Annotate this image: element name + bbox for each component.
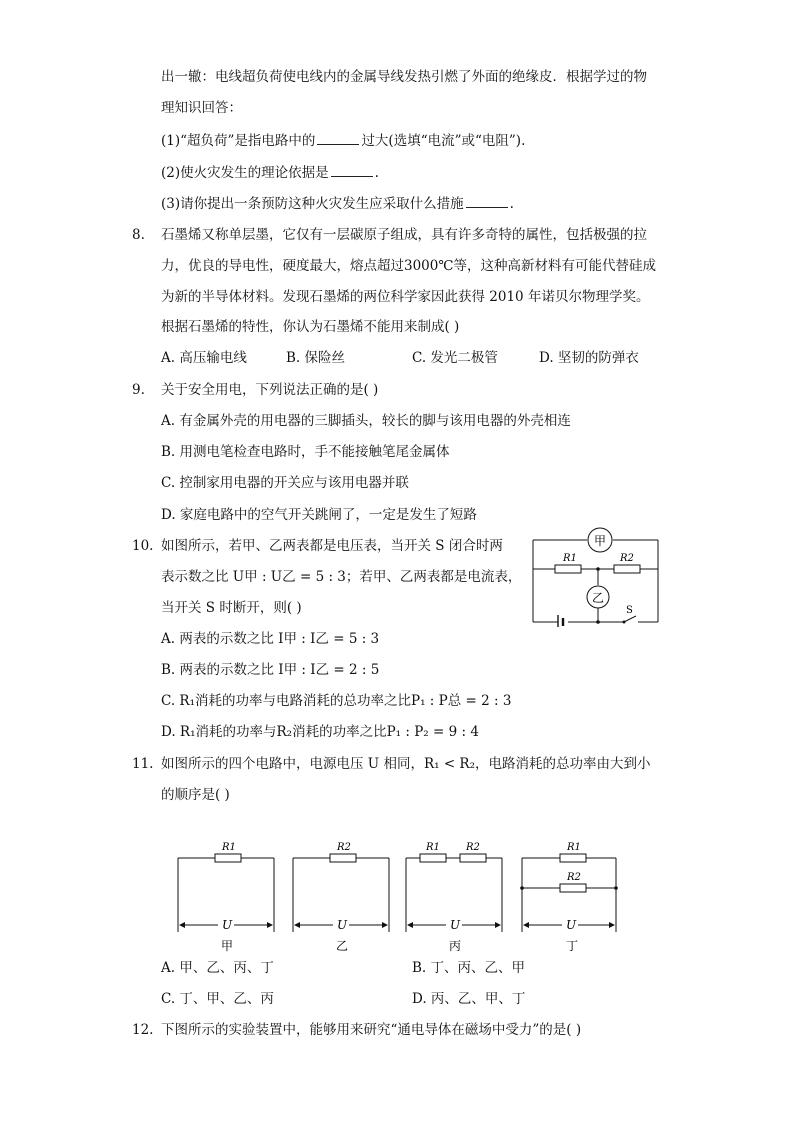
question-9-number: 9.: [132, 382, 145, 398]
circuit-bing: [406, 842, 502, 953]
question-11-option-b[interactable]: B. 丁、丙、乙、甲: [412, 960, 526, 976]
question-11-option-a[interactable]: A. 甲、乙、丙、丁: [161, 960, 274, 976]
circuit-ding: [520, 842, 618, 953]
question-12-number: 12.: [132, 1022, 154, 1038]
circuit-yi-r2-label: R2: [337, 842, 351, 853]
question-8-line-3: 为新的半导体材料。发现石墨烯的两位科学家因此获得 2010 年诺贝尔物理学奖。: [161, 289, 650, 305]
question-8-option-b[interactable]: B. 保险丝: [286, 350, 346, 366]
question-10-line-3: 当开关 S 时断开，则( ): [161, 600, 302, 616]
question-10-option-a[interactable]: A. 两表的示数之比 I甲 : I乙 = 5 : 3: [161, 631, 380, 647]
circuit-jia-caption: 甲: [221, 939, 234, 953]
question-12-stem: 下图所示的实验装置中，能够用来研究“通电导体在磁场中受力”的是( ): [161, 1022, 582, 1038]
circuit-bing-r2-label: R2: [466, 842, 480, 853]
meter-jia-label: 甲: [594, 534, 607, 548]
question-8-number: 8.: [132, 227, 145, 243]
sub-question-2: (2)使火灾发生的理论依据是 .: [161, 162, 379, 182]
sub-question-1: (1)“超负荷”是指电路中的 过大(选填“电流”或“电阻”).: [161, 130, 525, 150]
answer-blank-2[interactable]: [331, 162, 373, 177]
question-9-option-a[interactable]: A. 有金属外壳的用电器的三脚插头，较长的脚与该用电器的外壳相连: [161, 413, 571, 429]
question-10-number: 10.: [132, 538, 154, 554]
r1-label: R1: [563, 553, 577, 564]
sub-question-3: (3)请你提出一条预防这种火灾发生应采取什么措施 .: [161, 193, 514, 213]
intro-line-2: 理知识回答：: [161, 100, 242, 116]
question-9-option-d[interactable]: D. 家庭电路中的空气开关跳闸了，一定是发生了短路: [161, 507, 477, 523]
circuit-yi: [293, 842, 389, 953]
question-11-option-c[interactable]: C. 丁、甲、乙、丙: [161, 991, 274, 1007]
question-8-option-a[interactable]: A. 高压输电线: [161, 350, 247, 366]
question-11-line-2: 的顺序是( ): [161, 787, 230, 803]
question-10-option-c[interactable]: C. R₁消耗的功率与电路消耗的总功率之比P₁ : P总 = 2 : 3: [161, 693, 512, 709]
question-9-stem: 关于安全用电，下列说法正确的是( ): [161, 382, 379, 398]
circuit-ding-r2-label: R2: [567, 872, 581, 883]
circuit-bing-r1-label: R1: [426, 842, 440, 853]
circuit-bing-caption: 丙: [449, 939, 462, 953]
question-8-line-2: 力，优良的导电性，硬度最大，熔点超过3000℃等，这种高新材料有可能代替硅成: [161, 258, 656, 274]
question-10-circuit-diagram: [530, 527, 662, 627]
circuit-ding-r1-label: R1: [567, 842, 581, 853]
question-11-circuit-diagrams: [170, 836, 630, 958]
question-10-option-d[interactable]: D. R₁消耗的功率与R₂消耗的功率之比P₁ : P₂ = 9 : 4: [161, 724, 479, 740]
circuit-yi-caption: 乙: [336, 939, 349, 953]
circuit-yi-u-label: U: [337, 918, 348, 932]
circuit-jia: [178, 842, 274, 953]
circuit-jia-r1-label: R1: [222, 842, 236, 853]
answer-blank-3[interactable]: [466, 193, 508, 208]
circuit-bing-u-label: U: [450, 918, 461, 932]
question-10-option-b[interactable]: B. 两表的示数之比 I甲 : I乙 = 2 : 5: [161, 662, 380, 678]
question-10-line-1: 如图所示，若甲、乙两表都是电压表，当开关 S 闭合时两: [161, 538, 503, 554]
question-8-option-c[interactable]: C. 发光二极管: [412, 350, 498, 366]
question-11-line-1: 如图所示的四个电路中，电源电压 U 相同，R₁ < R₂，电路消耗的总功率由大到小: [161, 756, 651, 772]
question-8-line-1: 石墨烯又称单层墨，它仅有一层碳原子组成，具有许多奇特的属性，包括极强的拉: [161, 227, 647, 243]
question-11-option-d[interactable]: D. 丙、乙、甲、丁: [412, 991, 526, 1007]
intro-line-1: 出一辙：电线超负荷使电线内的金属导线发热引燃了外面的绝缘皮．根据学过的物: [161, 69, 647, 85]
switch-label: S: [626, 605, 633, 616]
r2-label: R2: [620, 553, 634, 564]
circuit-ding-caption: 丁: [566, 939, 579, 953]
answer-blank-1[interactable]: [317, 130, 359, 145]
question-9-option-b[interactable]: B. 用测电笔检查电路时，手不能接触笔尾金属体: [161, 444, 450, 460]
circuit-ding-u-label: U: [566, 918, 577, 932]
question-8-option-d[interactable]: D. 坚韧的防弹衣: [539, 350, 639, 366]
circuit-jia-u-label: U: [222, 918, 233, 932]
meter-yi-label: 乙: [592, 591, 605, 605]
question-8-line-4: 根据石墨烯的特性，你认为石墨烯不能用来制成( ): [161, 319, 460, 335]
question-9-option-c[interactable]: C. 控制家用电器的开关应与该用电器并联: [161, 475, 409, 491]
question-11-number: 11.: [132, 756, 154, 772]
question-10-line-2: 表示数之比 U甲 : U乙 = 5 : 3；若甲、乙两表都是电流表，: [161, 569, 522, 585]
